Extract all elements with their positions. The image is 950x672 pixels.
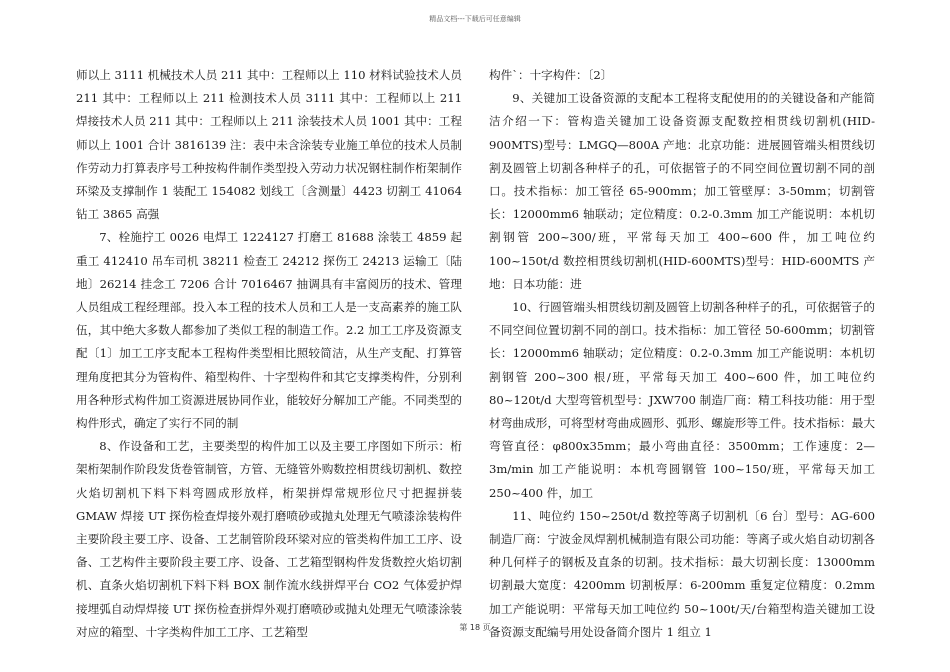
page-header: 精品文档---下载后可任意编辑 [429, 15, 521, 23]
paragraph-cross-members: 构件`：十字构件：〔2〕 [489, 68, 613, 82]
paragraph-section-11: 11、吨位约 150~250t/d 数控等离子切割机〔6 台〕型号：AG-600 制造厂商：宁波金凤焊割机械制造有限公司功能：等离子或火焰自动切割各种几何样子的钢板及直条的切割。技术指标：最大切割长度：13000mm 切割最大宽度：4200mm 切割板厚：6-200mm 重复定位精度：0.2mm 加工产能说明：平常每天加工吨位约 50~100t/天/台箱型构造关键加工设备资源支配编号用处设备简介图片 1 组立 1 [489, 508, 875, 639]
paragraph-section-7: 7、栓施拧工 0026 电焊工 1224127 打磨工 81688 涂装工 4859 起重工 412410 吊车司机 38211 检查工 24212 探伤工 24213 运输工〔陆地〕26214 挂念工 7206 合计 7016467 抽调具有丰富阅历的技术、管理人员组成工程经理部。投入本工程的技术人员和工人是一支高素养的施工队伍，其中绝大多数人都参加了类似工程的制造工作。2.2 加工工序及资源支配〔1〕加工工序支配本工程构件类型相比照较简洁，从生产支配、打算管理角度把其分为管构件、箱型构件、十字型构件和其它支撑类构件，分别利用各种形式构件加工资源进展协同作业，能较好分解加工产能。不同类型的构件形式，确定了实行不同的制 [76, 230, 462, 431]
paragraph-section-8: 8、作设备和工艺，主要类型的构件加工以及主要工序图如下所示：桁架桁架制作阶段发货卷管制管，方管、无缝管外购数控相贯线切割机、数控火焰切割机下料下料弯圆成形放样，桁架拼焊常规形位尺寸把握拼装 GMAW 焊接 UT 探伤检查焊接外观打磨喷砂或抛丸处理无气喷漆涂装构件主要阶段主要工序、设备、工艺制管阶段环梁对应的管类构件加工工序、设备、工艺构件主要阶段主要工序、设备、工艺箱型钢构件发货数控火焰切割机、直条火焰切割机下料下料 BOX 制作流水线拼焊平台 CO2 气体爱护焊接埋弧自动焊焊接 UT 探伤检查拼焊外观打磨喷砂或抛丸处理无气喷漆涂装对应的箱型、十字类构件加工工序、工艺箱型 [76, 439, 462, 639]
paragraph-section-10: 10、行圆管端头相贯线切割及圆管上切割各种样子的孔，可依据管子的不同空间位置切割不同的剖口。技术指标：加工管径 50-600mm；切割管长：12000mm6 轴联动；定位精度：0.2-0.3mm 加工产能说明：本机切割钢管 200~300 根/班，平常每天加工 400~600 件，加工吨位约 80~120t/d 大型弯管机型号：JXW700 制造厂商：精工科技功能：用于型材弯曲成形，可将型材弯曲成圆形、弧形、螺旋形等工件。技术指标：最大弯管直径：φ800x35mm；最小弯曲直径：3500mm；工作速度：2—3m/min 加工产能说明：本机弯圆钢管 100~150/班，平常每天加工 250~400 件，加工 [489, 300, 875, 500]
left-column [76, 64, 462, 644]
paragraph-section-9: 9、关键加工设备资源的支配本工程将支配使用的的关键设备和产能简洁介绍一下：管构造关键加工设备资源支配数控相贯线切割机(HID-900MTS)型号：LMGQ—800A 产地：北京功能：进展圆管端头相贯线切割及圆管上切割各种样子的孔，可依据管子的不同空间位置切割不同的剖口。技术指标：加工管径 65-900mm；加工管壁厚：3-50mm；切割管长：12000mm6 轴联动；定位精度：0.2-0.3mm 加工产能说明：本机切割钢管 200~300/班，平常每天加工 400~600 件，加工吨位约 100~150t/d 数控相贯线切割机(HID-600MTS)型号：HID-600MTS 产地：日本功能：进 [489, 91, 875, 291]
right-column [489, 64, 875, 644]
page-number: 第 18 页 [459, 623, 491, 632]
paragraph-staff-table: 师以上 3111 机械技术人员 211 其中：工程师以上 110 材料试验技术人员 211 其中：工程师以上 211 检测技术人员 3111 其中：工程师以上 211 焊接技术人员 211 其中：工程师以上 211 涂装技术人员 1001 其中：工程师以上 1001 合计 3816139 注：表中未含涂装专业施工单位的技术人员制作劳动力打算表序号工种按构件制作类型投入劳动力状况钢柱制作桁架制作环梁及支撑制作 1 装配工 154082 划线工〔含测量〕4423 切割工 41064 钻工 3865 高强 [76, 68, 462, 222]
